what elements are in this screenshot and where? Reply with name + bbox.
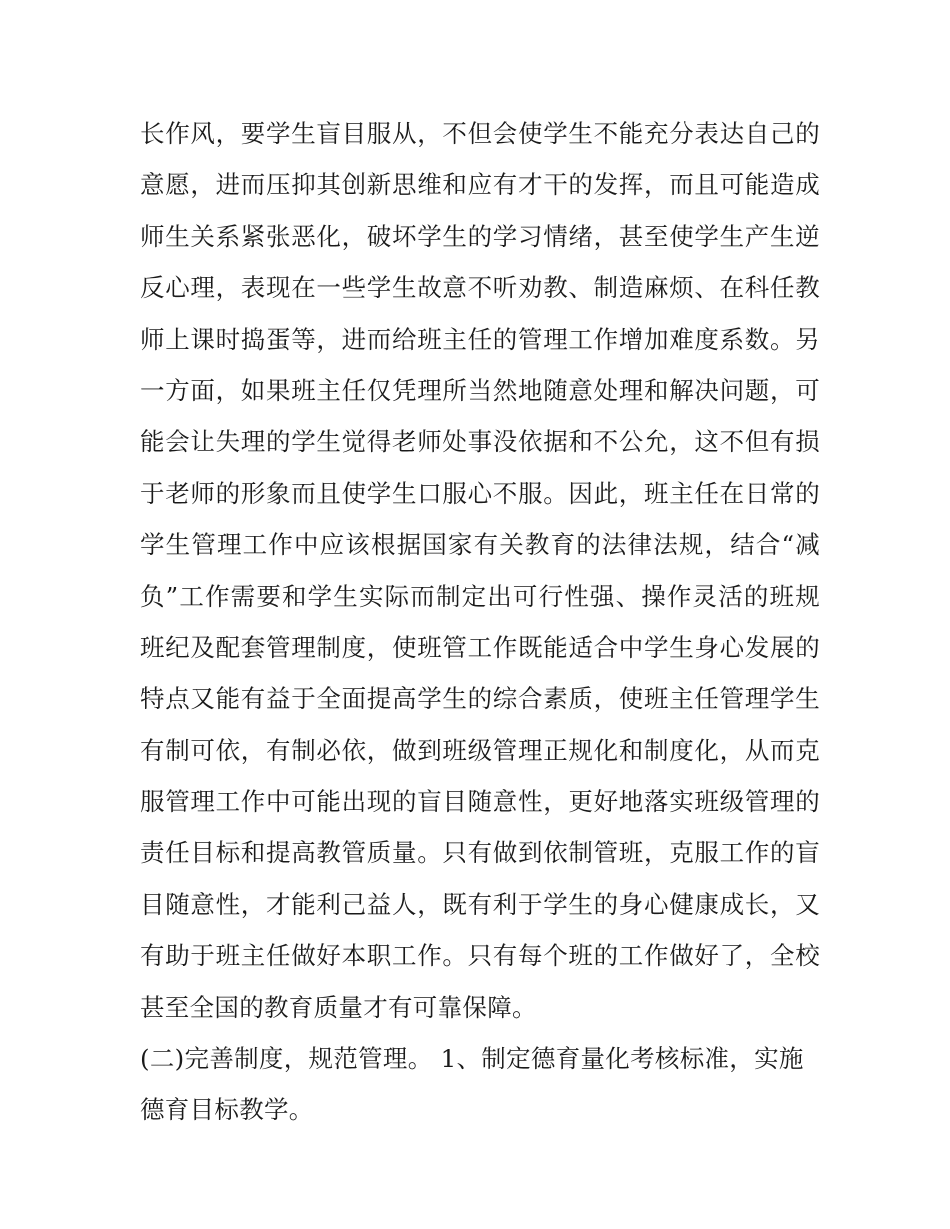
text-line: 甚至全国的教育质量才有可靠保障。 — [140, 992, 537, 1022]
text-line: 学生管理工作中应该根据国家有关教育的法律法规，结合“减 — [140, 530, 820, 560]
text-line: 于老师的形象而且使学生口服心不服。因此，班主任在日常的 — [140, 478, 820, 508]
text-line: 特点又能有益于全面提高学生的综合素质，使班主任管理学生 — [140, 684, 820, 714]
text-line: 一方面，如果班主任仅凭理所当然地随意处理和解决问题，可 — [140, 375, 820, 405]
text-line: 目随意性，才能利己益人，既有利于学生的身心健康成长，又 — [140, 889, 820, 919]
text-line: 责任目标和提高教管质量。只有做到依制管班，克服工作的盲 — [140, 838, 820, 868]
text-line: 能会让失理的学生觉得老师处事没依据和不公允，这不但有损 — [140, 427, 820, 457]
text-line: 反心理，表现在一些学生故意不听劝教、制造麻烦、在科任教 — [140, 273, 820, 303]
text-line: 师生关系紧张恶化，破坏学生的学习情绪，甚至使学生产生逆 — [140, 221, 820, 251]
section-heading-line: (二)完善制度，规范管理。 1、制定德育量化考核标准，实施 — [140, 1044, 804, 1074]
text-line: 班纪及配套管理制度，使班管工作既能适合中学生身心发展的 — [140, 632, 820, 662]
text-line: 长作风，要学生盲目服从，不但会使学生不能充分表达自己的 — [140, 119, 820, 148]
text-line: 有助于班主任做好本职工作。只有每个班的工作做好了，全校 — [140, 941, 820, 971]
text-line: 有制可依，有制必依，做到班级管理正规化和制度化，从而克 — [140, 735, 820, 765]
text-line: 服管理工作中可能出现的盲目随意性，更好地落实班级管理的 — [140, 787, 820, 817]
text-line: 德育目标教学。 — [140, 1095, 314, 1125]
text-line: 师上课时捣蛋等，进而给班主任的管理工作增加难度系数。另 — [140, 324, 820, 354]
text-line: 负”工作需要和学生实际而制定出可行性强、操作灵活的班规 — [140, 581, 820, 611]
text-line: 意愿，进而压抑其创新思维和应有才干的发挥，而且可能造成 — [140, 170, 820, 200]
body-text — [140, 108, 820, 1136]
